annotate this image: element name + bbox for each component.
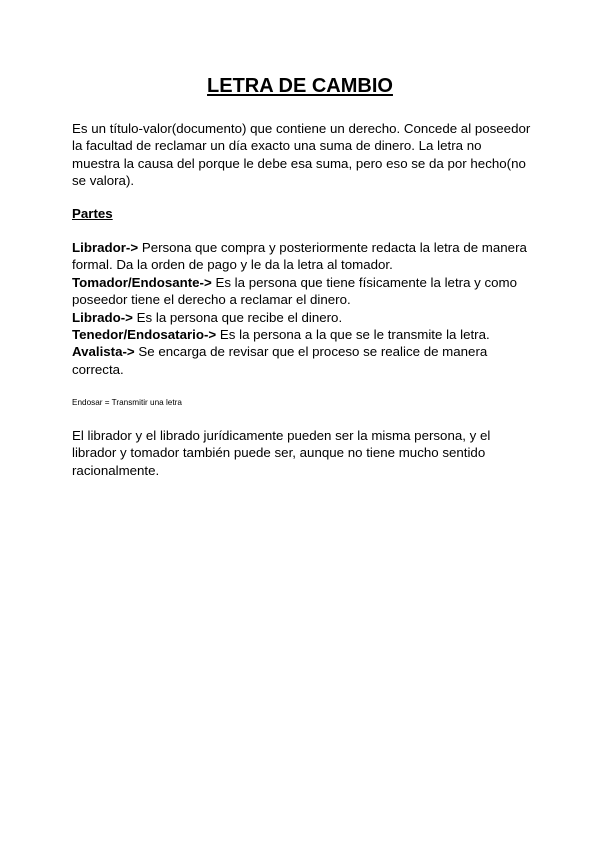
intro-text: Es un título-valor(documento) que contiene un derecho. Concede al poseedor la facultad de reclamar un día exacto una suma de dinero. La letra no muestra la causa del porque le debe esa suma, pero eso se da por hecho(no se valora). bbox=[72, 121, 531, 189]
part-term: Librador-> bbox=[72, 240, 139, 255]
endosar-note: Endosar = Transmitir una letra bbox=[72, 398, 182, 407]
part-item-avalista bbox=[72, 343, 532, 378]
part-description: Es la persona que tiene físicamente la letra y como poseedor tiene el derecho a reclamar el dinero. bbox=[72, 274, 518, 308]
part-term: Avalista-> bbox=[72, 344, 135, 360]
part-description: Es la persona a la que se le transmite la letra. bbox=[216, 327, 490, 343]
intro-paragraph bbox=[72, 120, 532, 190]
document-title: LETRA DE CAMBIO bbox=[207, 75, 393, 97]
part-item-tomador bbox=[72, 274, 532, 309]
part-term: Tenedor/Endosatario-> bbox=[72, 327, 217, 343]
part-item-librado bbox=[72, 309, 532, 326]
closing-paragraph bbox=[72, 427, 532, 479]
part-description: Persona que compra y posteriormente redacta la letra de manera formal. Da la orden de pago y le da la letra al tomador. bbox=[72, 240, 527, 273]
part-term: Librado-> bbox=[72, 309, 133, 325]
part-item-librador bbox=[72, 239, 532, 274]
parts-list bbox=[72, 239, 532, 378]
partes-heading: Partes bbox=[72, 206, 113, 221]
part-description: Es la persona que recibe el dinero. bbox=[132, 309, 343, 325]
part-description: Se encarga de revisar que el proceso se realice de manera correcta. bbox=[72, 344, 488, 377]
closing-text: El librador y el librado jurídicamente pueden ser la misma persona, y el librador y tomador también puede ser, aunque no tiene mucho sentido racionalmente. bbox=[72, 428, 491, 478]
part-term: Tomador/Endosante-> bbox=[72, 274, 212, 290]
part-item-tenedor bbox=[72, 326, 532, 343]
